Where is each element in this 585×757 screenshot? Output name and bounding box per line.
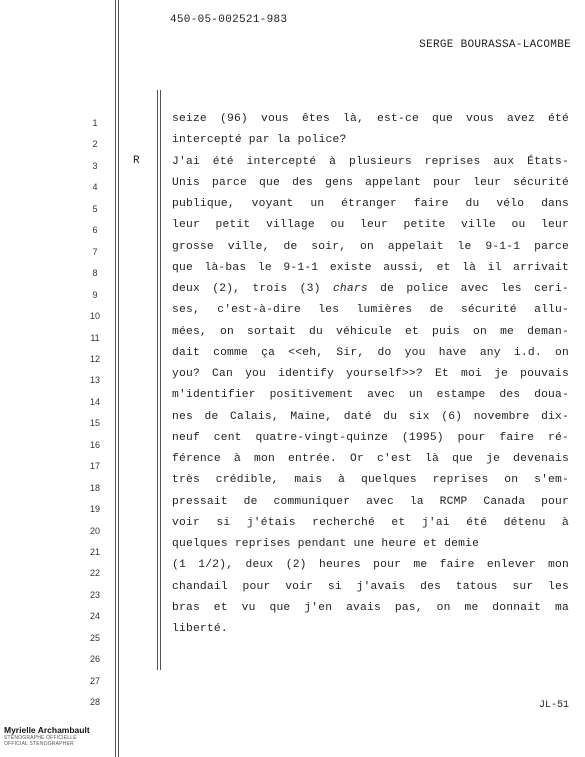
line-number: 7 — [92, 246, 98, 257]
transcript-line: publique, voyant un étranger faire du vélo dans — [172, 198, 569, 210]
transcript-line: seize (96) vous êtes là, est-ce que vous avez été — [172, 113, 569, 125]
line-number: 27 — [89, 675, 100, 686]
transcript-line: dait comme ça <<eh, Sir, do you have any i.d. on — [172, 346, 569, 359]
transcript-line: m'identifier positivement avec un estampe des doua- — [172, 389, 569, 402]
line-number: 25 — [89, 632, 100, 643]
line-number: 11 — [90, 332, 100, 343]
line-number: 15 — [89, 418, 100, 429]
speaker-marker: R — [133, 155, 140, 167]
line-number: 19 — [89, 504, 100, 515]
line-number: 16 — [89, 439, 100, 450]
transcript-line: voir si j'étais recherché et j'ai été détenu à — [172, 516, 569, 529]
witness-name: SERGE BOURASSA-LACOMBE — [419, 39, 571, 51]
line-number: 22 — [89, 568, 100, 579]
transcript-line: nes de Calais, Maine, daté du six (6) novembre dix- — [172, 410, 569, 423]
line-number: 10 — [89, 311, 100, 322]
line-number: 9 — [92, 289, 98, 300]
logo-name: Myrielle Archambault — [4, 725, 90, 735]
logo-line-2: OFFICIAL STENOGRAPHER — [4, 741, 74, 747]
line-number: 8 — [92, 268, 98, 279]
line-number: 17 — [89, 461, 100, 472]
line-number: 13 — [89, 375, 100, 386]
transcript-line: J'ai été intercepté à plusieurs reprises aux États- — [172, 155, 569, 168]
line-number: 4 — [92, 182, 98, 193]
transcript-line: intercepté par la police? — [172, 134, 347, 147]
line-number: 6 — [92, 225, 98, 236]
transcript-line: bras et vu que j'en avais pas, on me donnait ma — [172, 601, 569, 614]
margin-rule-inner-2 — [160, 90, 161, 670]
margin-rule-inner-1 — [157, 90, 158, 670]
line-number: 1 — [92, 118, 98, 128]
transcript-line: Unis parce que des gens appelant pour leur sécurité — [172, 176, 569, 189]
line-number: 26 — [89, 654, 100, 665]
line-number: 20 — [89, 525, 100, 536]
logo-line-1: STÉNOGRAPHE OFFICIELLE — [4, 735, 77, 741]
margin-rule-outer-1 — [115, 0, 116, 757]
page-number: 450-05-002521-983 — [170, 14, 288, 26]
transcript-line: grosse ville, de soir, on appelait le 9-1-1 parce — [172, 240, 569, 253]
transcript-line: très crédible, mais à quelques reprises on s'em- — [172, 474, 569, 487]
line-number: 2 — [92, 139, 98, 150]
line-number: 28 — [89, 697, 100, 708]
transcript-line: (1 1/2), deux (2) heures pour me faire enlever mon — [172, 559, 569, 572]
line-number: 5 — [92, 203, 98, 214]
line-number: 12 — [89, 353, 100, 364]
transcript-line: leur petit village ou leur petite ville ou leur — [172, 219, 569, 232]
margin-rule-outer-2 — [118, 0, 119, 757]
transcript-line: pressait de communiquer avec la RCMP Canada pour — [172, 495, 569, 508]
transcript-line: férence à mon entrée. Or c'est là que je devenais — [172, 453, 569, 465]
exhibit-page-number: JL-51 — [538, 700, 569, 711]
stenographer-logo — [4, 725, 96, 747]
transcript-line: you? Can you identify yourself>>? Et moi je pouvais — [172, 368, 569, 380]
line-number: 14 — [89, 396, 100, 407]
transcript-line: quelques reprises pendant une heure et demie — [172, 538, 480, 550]
transcript-line: que là-bas le 9-1-1 existe aussi, et là il arrivait — [172, 261, 569, 274]
transcript-line: deux (2), trois (3) chars de police avec les ceri- — [172, 283, 569, 295]
transcript-line: ses, c'est-à-dire les lumières de sécurité allu- — [172, 304, 569, 317]
transcript-line: mées, on sortait du véhicule et puis on me deman- — [172, 325, 569, 338]
line-number: 3 — [92, 160, 98, 171]
transcript-line: neuf cent quatre-vingt-quinze (1995) pour faire ré- — [172, 431, 569, 444]
line-number: 21 — [89, 547, 100, 557]
line-number: 23 — [89, 589, 100, 600]
line-number: 24 — [89, 611, 100, 622]
line-number: 18 — [89, 482, 100, 493]
transcript-line: chandail pour voir si j'avais des tatous sur les — [172, 580, 569, 593]
transcript-line: liberté. — [172, 623, 228, 635]
